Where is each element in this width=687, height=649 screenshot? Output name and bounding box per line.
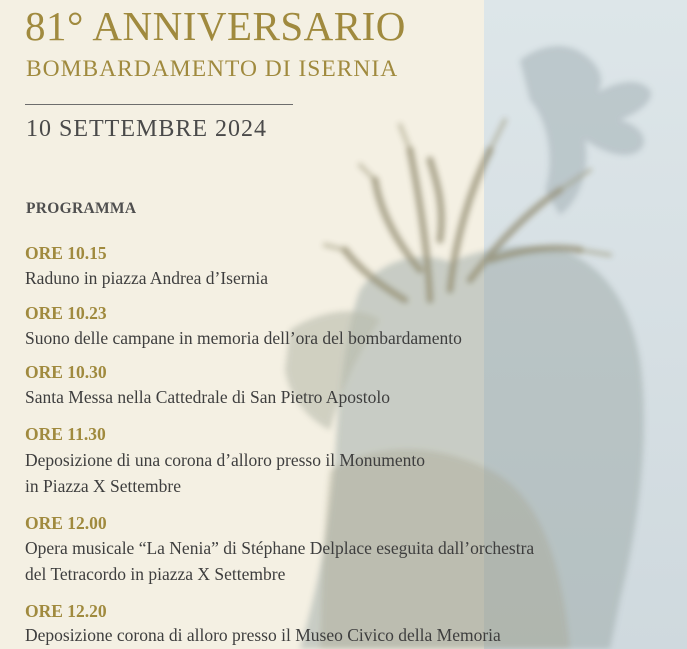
event-time: ORE 12.00 xyxy=(25,513,107,533)
event-description-line: in Piazza X Settembre xyxy=(25,476,181,496)
event-description xyxy=(25,325,462,351)
event-time: ORE 12.20 xyxy=(25,601,107,621)
event-time: ORE 10.23 xyxy=(25,303,107,323)
event-description-line: Deposizione di una corona d’alloro presso il Monumento xyxy=(25,450,425,470)
title-divider xyxy=(25,104,293,105)
event-description xyxy=(25,535,534,587)
event-description-line: Deposizione corona di alloro presso il Museo Civico della Memoria xyxy=(25,625,501,645)
event-description xyxy=(25,384,390,410)
event-description-line: Opera musicale “La Nenia” di Stéphane Delplace eseguita dall’orchestra xyxy=(25,538,535,558)
program-heading: PROGRAMMA xyxy=(26,200,137,217)
event-description-line: Suono delle campane in memoria dell’ora del bombardamento xyxy=(25,328,462,348)
event-subtitle: BOMBARDAMENTO DI ISERNIA xyxy=(26,56,399,82)
event-description-line: Santa Messa nella Cattedrale di San Pietro Apostolo xyxy=(25,387,391,407)
event-description-line: del Tetracordo in piazza X Settembre xyxy=(25,564,286,584)
event-description xyxy=(25,265,268,291)
event-description xyxy=(25,622,501,648)
event-time: ORE 10.30 xyxy=(25,362,107,382)
event-time: ORE 11.30 xyxy=(25,424,106,444)
event-time: ORE 10.15 xyxy=(25,243,107,263)
event-date: 10 SETTEMBRE 2024 xyxy=(26,116,268,142)
anniversary-title: 81° ANNIVERSARIO xyxy=(25,3,406,49)
event-description-line: Raduno in piazza Andrea d’Isernia xyxy=(25,268,268,288)
event-description xyxy=(25,447,425,499)
